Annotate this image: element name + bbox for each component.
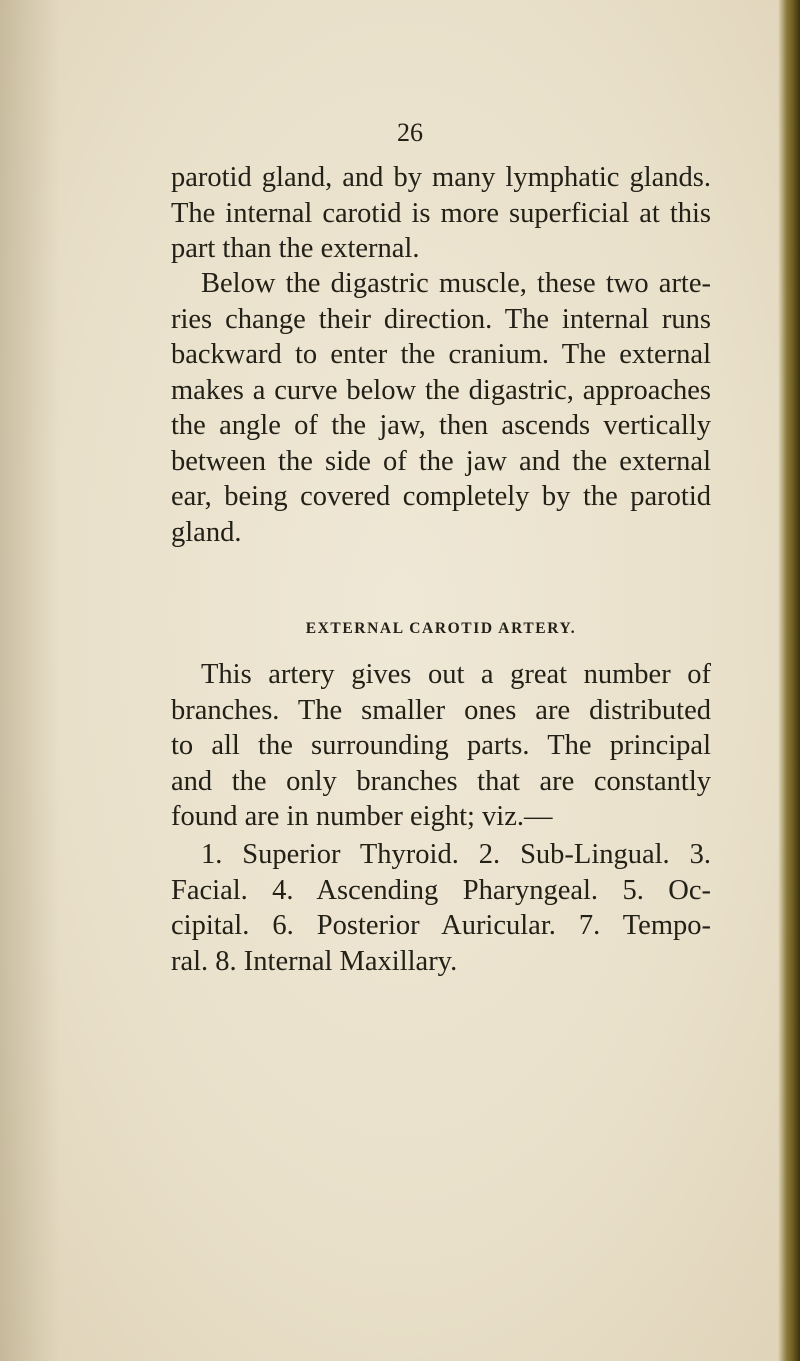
- text-line: to all the surrounding parts. The principal: [171, 730, 711, 761]
- text-line: makes a curve below the digastric, approaches: [171, 374, 711, 406]
- text-line: gland.: [171, 516, 242, 548]
- text-line: between the side of the jaw and the external: [171, 445, 711, 477]
- branch-list: [171, 837, 711, 979]
- text-line: 1. Superior Thyroid. 2. Sub-Lingual. 3.: [201, 839, 711, 870]
- text-line: backward to enter the cranium. The external: [171, 339, 711, 370]
- text-line: ries change their direction. The internal runs: [171, 303, 711, 335]
- page-edge: [778, 0, 800, 1361]
- paragraph-1: [171, 160, 711, 267]
- text-line: The internal carotid is more superficial at this: [171, 197, 711, 229]
- paragraph-3: [171, 657, 711, 835]
- paragraph-2: [171, 266, 711, 550]
- text-line: parotid gland, and by many lymphatic glands.: [171, 162, 711, 193]
- text-line: Facial. 4. Ascending Pharyngeal. 5. Oc-: [171, 874, 711, 906]
- text-line: This artery gives out a great number of: [201, 659, 711, 690]
- binding-shadow: [0, 0, 60, 1361]
- text-line: found are in number eight; viz.—: [171, 801, 553, 832]
- text-line: branches. The smaller ones are distributed: [171, 694, 711, 726]
- text-line: cipital. 6. Posterior Auricular. 7. Tempo-: [171, 910, 711, 941]
- page-number: 26: [397, 118, 423, 147]
- text-line: ear, being covered completely by the parotid: [171, 481, 711, 512]
- text-line: the angle of the jaw, then ascends vertically: [171, 410, 711, 441]
- text-line: and the only branches that are constantly: [171, 765, 711, 797]
- section-heading: EXTERNAL CAROTID ARTERY.: [305, 620, 577, 637]
- text-line: part than the external.: [171, 233, 420, 264]
- text-line: Below the digastric muscle, these two arte-: [201, 268, 711, 299]
- text-line: ral. 8. Internal Maxillary.: [171, 945, 458, 977]
